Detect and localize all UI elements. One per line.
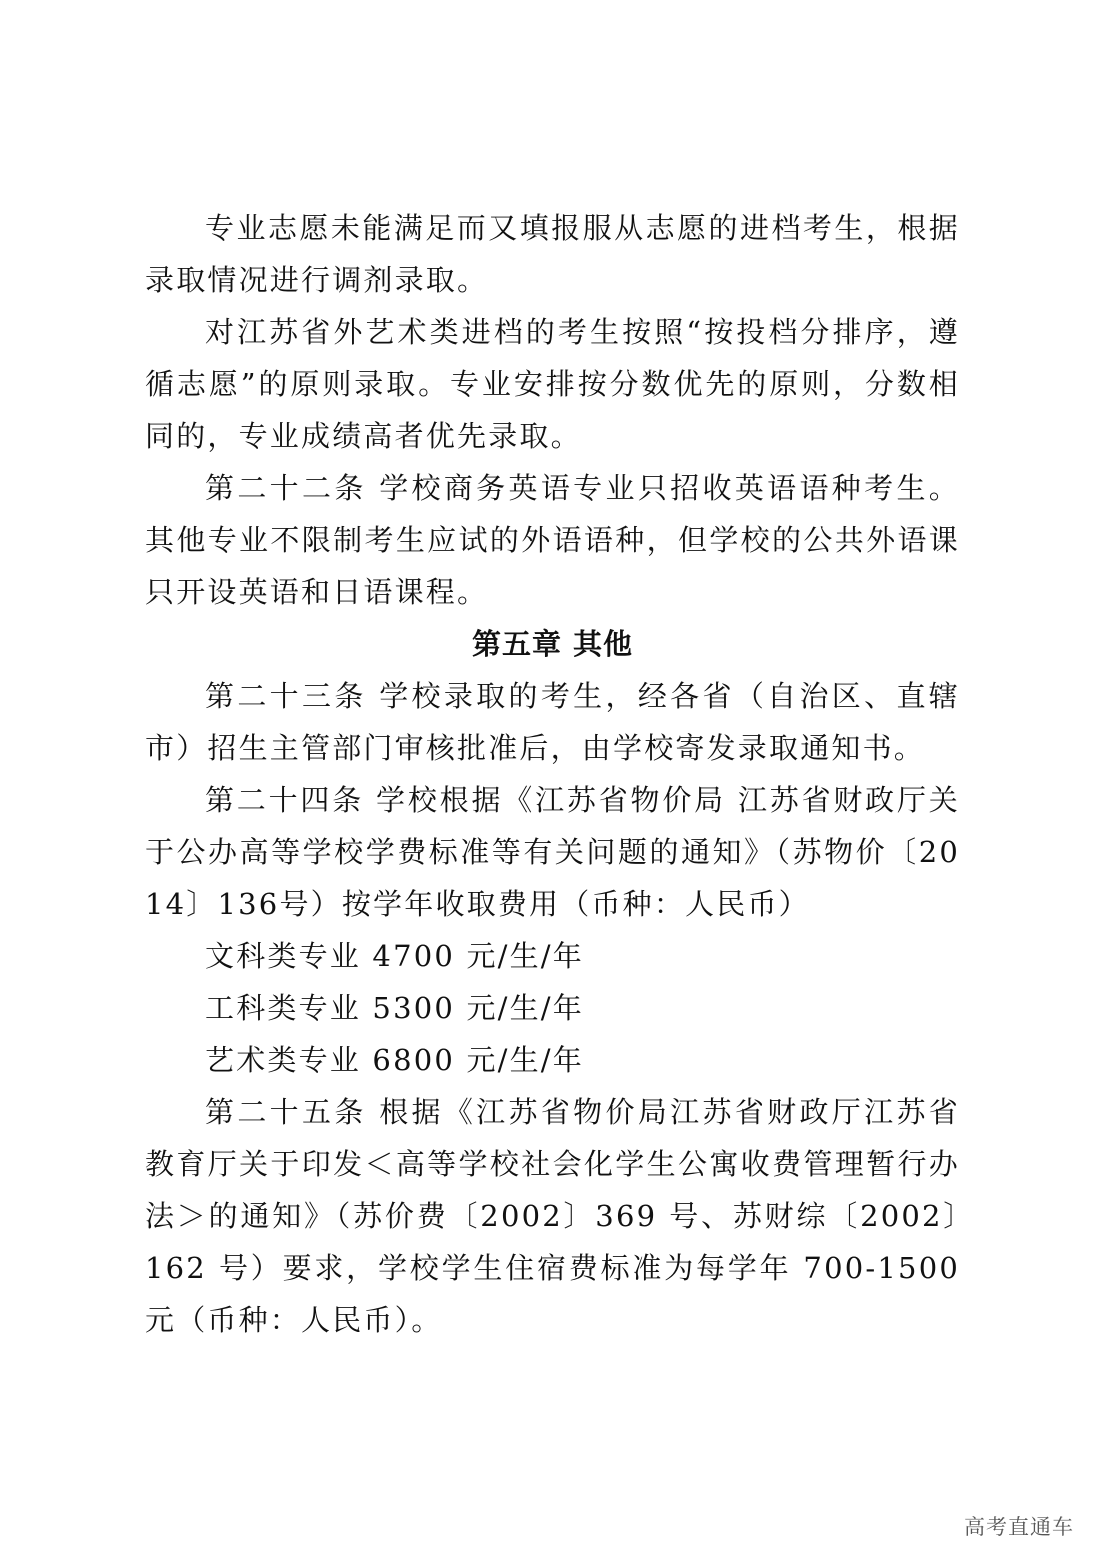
paragraph-article-25: 第二十五条 根据《江苏省物价局江苏省财政厅江苏省教育厅关于印发＜高等学校社会化学生公寓收费管理暂行办法＞的通知》（苏价费〔2002〕369 号、苏财综〔2002〕162 号）要求，学校学生住宿费标准为每学年 700-1500 元（币种：人民币）。: [145, 1095, 960, 1337]
paragraph-article-22: 第二十二条 学校商务英语专业只招收英语语种考生。其他专业不限制考生应试的外语语种，但学校的公共外语课只开设英语和日语课程。: [145, 471, 960, 609]
paragraph-article-23: 第二十三条 学校录取的考生，经各省（自治区、直辖市）招生主管部门审核批准后，由学校寄发录取通知书。: [145, 679, 960, 765]
paragraph-art-admission: 对江苏省外艺术类进档的考生按照“按投档分排序，遵循志愿”的原则录取。专业安排按分数优先的原则，分数相同的，专业成绩高者优先录取。: [145, 315, 960, 453]
paragraph-adjustment-admission: 专业志愿未能满足而又填报服从志愿的进档考生，根据录取情况进行调剂录取。: [145, 211, 960, 297]
watermark-text: 高考直通车: [964, 1515, 1074, 1539]
fee-liberal-arts: 文科类专业 4700 元/生/年: [205, 939, 584, 973]
chapter-title: 第五章 其他: [471, 627, 634, 661]
fee-arts: 艺术类专业 6800 元/生/年: [205, 1043, 584, 1077]
fee-engineering: 工科类专业 5300 元/生/年: [205, 991, 584, 1025]
document-body: [145, 202, 960, 1346]
paragraph-article-24: 第二十四条 学校根据《江苏省物价局 江苏省财政厅关于公办高等学校学费标准等有关问题的通知》（苏物价〔2014〕136号）按学年收取费用（币种：人民币）: [145, 783, 960, 921]
